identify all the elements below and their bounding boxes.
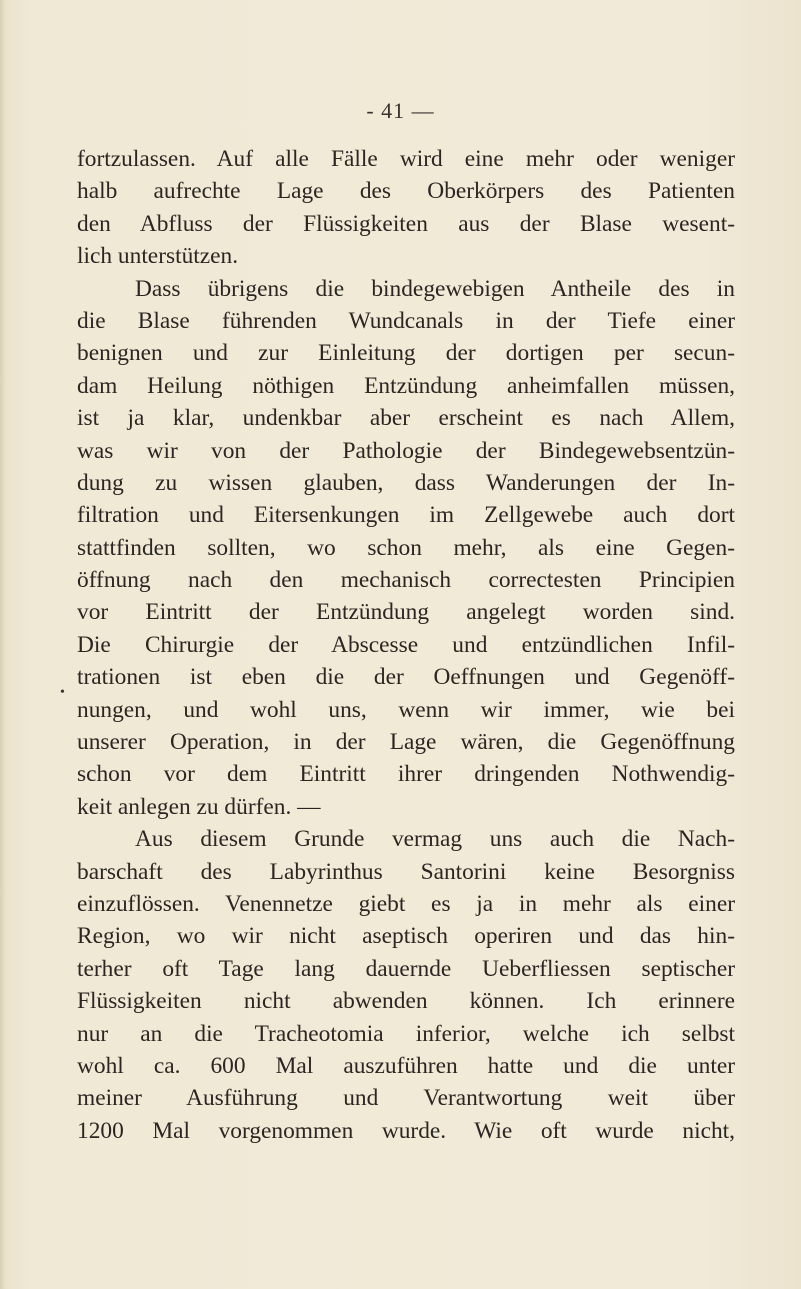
text-line: benignen und zur Einleitung der dortigen per secun- <box>77 340 735 367</box>
margin-mark: • <box>60 685 65 700</box>
page-gutter-shadow <box>0 0 6 1289</box>
text-line: nur an die Tracheotomia inferior, welche ich selbst <box>77 1020 735 1047</box>
text-line: dung zu wissen glauben, dass Wanderungen der In- <box>77 469 735 496</box>
text-line: nungen, und wohl uns, wenn wir immer, wie bei <box>77 696 735 723</box>
text-line: vor Eintritt der Entzündung angelegt worden sind. <box>77 599 735 626</box>
text-line: barschaft des Labyrinthus Santorini keine Besorgniss <box>77 858 735 885</box>
text-line: halb aufrechte Lage des Oberkörpers des Patienten <box>77 178 735 205</box>
text-line: den Abfluss der Flüssigkeiten aus der Blase wesent- <box>77 210 735 237</box>
text-line: stattfinden sollten, wo schon mehr, als eine Gegen- <box>77 534 735 561</box>
text-line: Flüssigkeiten nicht abwenden können. Ich erinnere <box>77 988 735 1015</box>
text-line: die Blase führenden Wundcanals in der Tiefe einer <box>77 307 735 334</box>
text-line: Dass übrigens die bindegewebigen Antheile des in <box>135 275 735 302</box>
text-line: wohl ca. 600 Mal auszuführen hatte und die unter <box>77 1052 735 1079</box>
text-line: keit anlegen zu dürfen. — <box>77 793 321 820</box>
text-line: schon vor dem Eintritt ihrer dringenden Nothwendig- <box>77 761 735 788</box>
page-number: - 41 — <box>366 98 435 123</box>
text-line: Die Chirurgie der Abscesse und entzündlichen Infil- <box>77 631 735 658</box>
text-line: trationen ist eben die der Oeffnungen und Gegenöff- <box>77 664 735 691</box>
body-text <box>77 143 735 1147</box>
text-line: fortzulassen. Auf alle Fälle wird eine mehr oder weniger <box>77 146 735 172</box>
text-line: meiner Ausführung und Verantwortung weit über <box>77 1085 735 1112</box>
text-line: einzuflössen. Venennetze giebt es ja in mehr als einer <box>77 890 735 917</box>
text-line: 1200 Mal vorgenommen wurde. Wie oft wurde nicht, <box>77 1117 735 1144</box>
text-line: Aus diesem Grunde vermag uns auch die Nach- <box>135 826 735 853</box>
text-line: unserer Operation, in der Lage wären, die Gegenöffnung <box>77 729 735 756</box>
text-line: was wir von der Pathologie der Bindegewebsentzün- <box>77 437 735 464</box>
text-line: terher oft Tage lang dauernde Ueberfliessen septischer <box>77 955 735 982</box>
text-line: Region, wo wir nicht aseptisch operiren und das hin- <box>77 923 735 950</box>
text-line: lich unterstützen. <box>77 243 239 270</box>
text-line: dam Heilung nöthigen Entzündung anheimfallen müssen, <box>77 372 735 399</box>
text-line: filtration und Eitersenkungen im Zellgewebe auch dort <box>77 502 735 529</box>
text-line: ist ja klar, undenkbar aber erscheint es nach Allem, <box>77 405 735 432</box>
text-line: öffnung nach den mechanisch correctesten Principien <box>77 567 735 594</box>
